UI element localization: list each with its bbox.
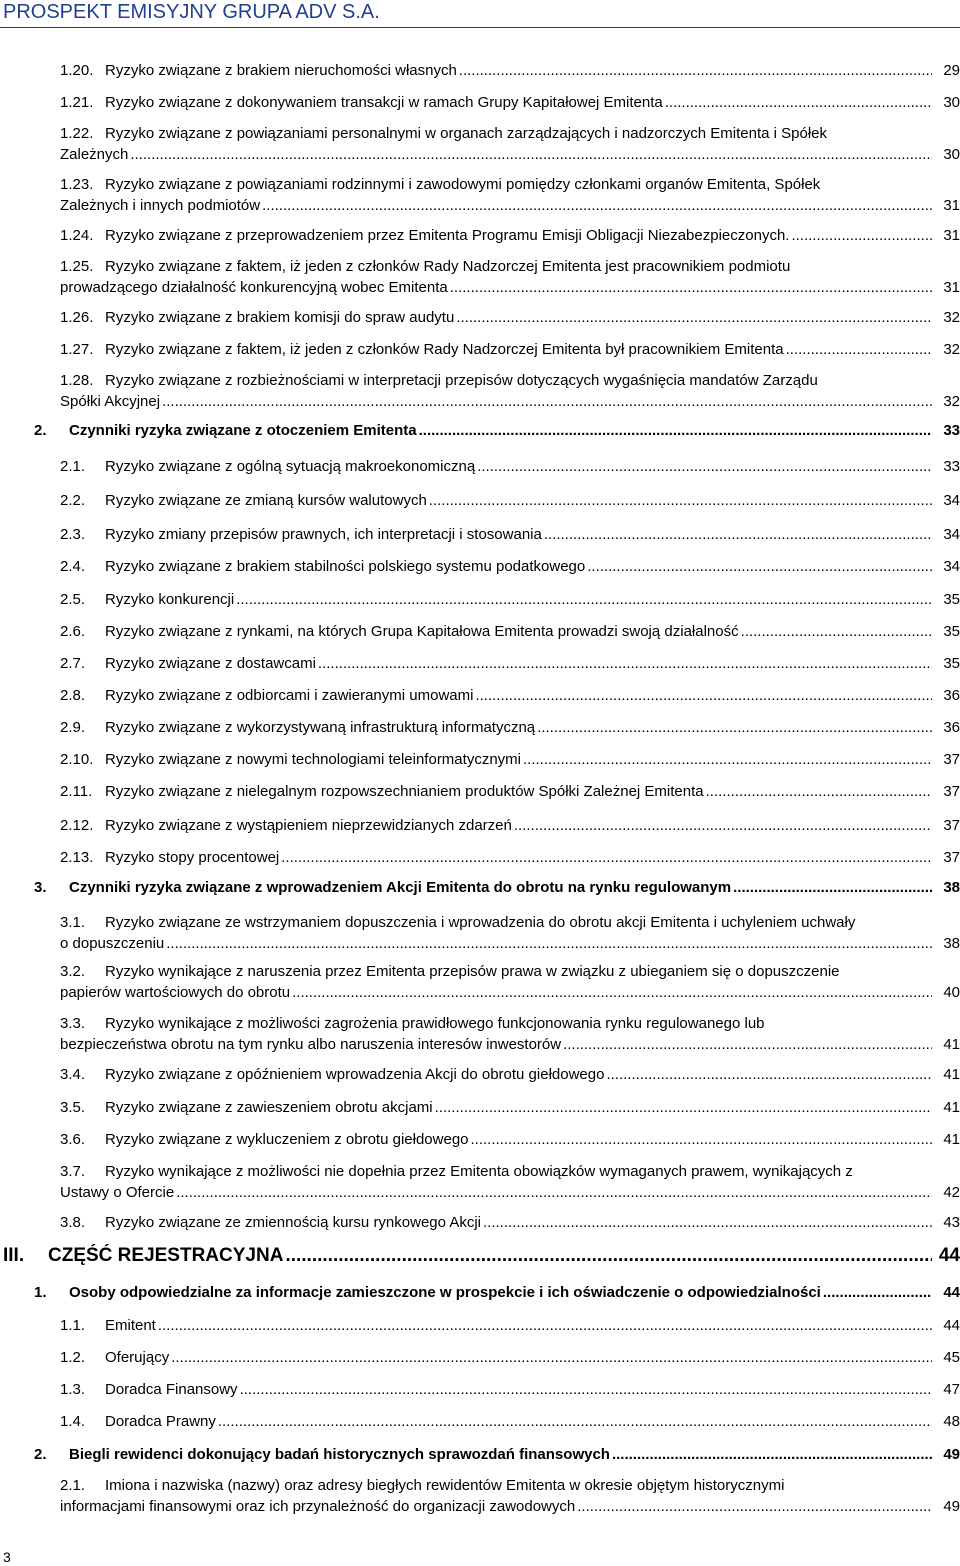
toc-entry[interactable] (0, 749, 960, 770)
toc-entry[interactable] (0, 877, 960, 898)
toc-entry-number: III. (3, 1245, 25, 1266)
toc-entry-title: Czynniki ryzyka związane z otoczeniem Emitenta (69, 422, 417, 439)
toc-entry-title: Ryzyko związane z ogólną sytuacją makroekonomiczną (105, 458, 476, 475)
toc-entry[interactable] (0, 556, 960, 577)
toc-entry-page: 49 (940, 1496, 960, 1517)
toc-entry-title: Ryzyko związane z rynkami, na których Grupa Kapitałowa Emitenta prowadzi swoją działalność (105, 623, 739, 640)
toc-entry-page: 45 (940, 1347, 960, 1368)
toc-entry-title: Zależnych (60, 146, 129, 163)
toc-entry-title: Czynniki ryzyka związane z wprowadzeniem Akcji Emitenta do obrotu na rynku regulowanym (69, 879, 732, 896)
toc-entry-title: Ryzyko zmiany przepisów prawnych, ich interpretacji i stosowania (105, 526, 542, 543)
toc-entry-page: 33 (940, 420, 960, 441)
toc-entry-title: papierów wartościowych do obrotu (60, 984, 291, 1001)
toc-entry-title: Ryzyko związane z powiązaniami rodzinnymi i zawodowymi pomiędzy członkami organów Emitenta, Spółek (105, 176, 821, 193)
toc-entry[interactable] (0, 1244, 960, 1268)
toc-entry[interactable] (0, 717, 960, 738)
toc-entry-number: 2.2. (60, 492, 86, 509)
toc-entry-number: 1. (34, 1284, 47, 1301)
toc-entry-title: Ryzyko związane z rozbieżnościami w interpretacji przepisów dotyczących wygaśnięcia mandatów Zarządu (105, 372, 818, 389)
toc-entry-number: 3. (34, 879, 47, 896)
toc-entry-page: 36 (940, 685, 960, 706)
toc-entry-title: Doradca Finansowy (105, 1381, 238, 1398)
toc-entry-page: 47 (940, 1379, 960, 1400)
toc-entry-number: 1.2. (60, 1349, 86, 1366)
toc-entry-page: 44 (940, 1282, 960, 1303)
toc-entry-page: 33 (940, 456, 960, 477)
toc-entry-page: 32 (940, 307, 960, 328)
toc-entry[interactable] (0, 92, 960, 113)
toc-entry[interactable] (0, 1379, 960, 1400)
toc-entry-title: bezpieczeństwa obrotu na tym rynku albo naruszenia interesów inwestorów (60, 1036, 562, 1053)
toc-entry[interactable] (0, 1097, 960, 1118)
toc-entry-title: Ryzyko konkurencji (105, 591, 235, 608)
toc-entry-number: 2.9. (60, 719, 86, 736)
toc-entry-title: Ryzyko związane z brakiem nieruchomości własnych (105, 62, 457, 79)
toc-entry-title: Ryzyko związane z nielegalnym rozpowszechnianiem produktów Spółki Zależnej Emitenta (105, 783, 704, 800)
toc-entry-page: 30 (940, 144, 960, 165)
toc-entry-page: 37 (940, 749, 960, 770)
toc-entry[interactable] (0, 1475, 960, 1517)
toc-entry-page: 42 (940, 1182, 960, 1203)
toc-entry-page: 32 (940, 339, 960, 360)
toc-entry-number: 3.4. (60, 1066, 86, 1083)
toc-entry-title: Osoby odpowiedzialne za informacje zamieszczone w prospekcie i ich oświadczenie o odpowiedzialności (69, 1284, 821, 1301)
toc-entry-page: 34 (940, 490, 960, 511)
toc-entry-title: Ryzyko związane z faktem, iż jeden z członków Rady Nadzorczej Emitenta był pracownikiem Emitenta (105, 341, 784, 358)
toc-entry[interactable] (0, 1315, 960, 1336)
toc-entry-title: Ryzyko związane z brakiem komisji do spraw audytu (105, 309, 455, 326)
toc-entry-title: Ryzyko związane z odbiorcami i zawieranymi umowami (105, 687, 474, 704)
toc-entry[interactable] (0, 256, 960, 298)
toc-entry[interactable] (0, 653, 960, 674)
toc-entry-page: 35 (940, 621, 960, 642)
toc-entry-title: Ryzyko związane ze zmianą kursów walutowych (105, 492, 427, 509)
toc-entry-number: 3.2. (60, 963, 86, 980)
toc-entry[interactable] (0, 781, 960, 802)
toc-entry-page: 29 (940, 60, 960, 81)
toc-entry[interactable] (0, 1444, 960, 1465)
toc-entry-page: 34 (940, 524, 960, 545)
toc-entry-title: Zależnych i innych podmiotów (60, 197, 261, 214)
toc-entry-number: 1.1. (60, 1317, 86, 1334)
toc-entry-page: 36 (940, 717, 960, 738)
toc-entry-number: 1.20. (60, 62, 94, 79)
toc-entry-number: 1.23. (60, 176, 94, 193)
toc-entry[interactable] (0, 1013, 960, 1055)
toc-entry-page: 41 (940, 1097, 960, 1118)
toc-entry[interactable] (0, 1347, 960, 1368)
toc-entry-title: Ryzyko związane z wystąpieniem nieprzewidzianych zdarzeń (105, 817, 512, 834)
toc-entry[interactable] (0, 1212, 960, 1233)
toc-entry-number: 2.13. (60, 849, 94, 866)
toc-entry-title: Oferujący (105, 1349, 170, 1366)
toc-entry-page: 44 (940, 1315, 960, 1336)
toc-entry[interactable] (0, 1282, 960, 1303)
toc-entry-page: 48 (940, 1411, 960, 1432)
toc-entry-page: 31 (940, 225, 960, 246)
toc-entry-page: 37 (940, 781, 960, 802)
toc-entry[interactable] (0, 225, 960, 246)
toc-entry-title: Ryzyko związane ze zmiennością kursu rynkowego Akcji (105, 1214, 481, 1231)
toc-entry-title: Biegli rewidenci dokonujący badań historycznych sprawozdań finansowych (69, 1446, 610, 1463)
toc-entry-page: 49 (940, 1444, 960, 1465)
toc-entry-page: 41 (940, 1034, 960, 1055)
toc-entry-title: Spółki Akcyjnej (60, 393, 161, 410)
toc-entry-title: Ryzyko wynikające z możliwości nie dopełnia przez Emitenta obowiązków wymaganych prawem, wynikających z (105, 1163, 853, 1180)
toc-entry[interactable] (0, 1064, 960, 1085)
toc-entry-number: 1.21. (60, 94, 94, 111)
toc-entry-title: o dopuszczeniu (60, 935, 165, 952)
toc-entry-page: 41 (940, 1129, 960, 1150)
toc-entry-number: 2.1. (60, 1477, 86, 1494)
toc-entry[interactable] (0, 339, 960, 360)
toc-entry-page: 38 (940, 933, 960, 954)
toc-entry[interactable] (0, 490, 960, 511)
toc-entry-title: Ryzyko związane z wykluczeniem z obrotu giełdowego (105, 1131, 469, 1148)
toc-entry-number: 1.4. (60, 1413, 86, 1430)
toc-entry-title: Ryzyko związane z powiązaniami personalnymi w organach zarządzających i nadzorczych Emitenta i Spółek (105, 125, 827, 142)
toc-entry-title: Ryzyko związane ze wstrzymaniem dopuszczenia i wprowadzenia do obrotu akcji Emitenta i uchyleniem uchwały (105, 914, 856, 931)
toc-entry-title: Ryzyko związane z dokonywaniem transakcji w ramach Grupy Kapitałowej Emitenta (105, 94, 663, 111)
toc-entry-number: 1.26. (60, 309, 94, 326)
toc-entry[interactable] (0, 912, 960, 954)
toc-entry-title: Ryzyko związane z brakiem stabilności polskiego systemu podatkowego (105, 558, 586, 575)
toc-entry-number: 2.11. (60, 783, 93, 800)
toc-entry-title: Ustawy o Ofercie (60, 1184, 175, 1201)
toc-entry-title: Ryzyko wynikające z naruszenia przez Emitenta przepisów prawa w związku z ubieganiem się o dopuszczenie (105, 963, 840, 980)
toc-entry-page: 38 (940, 877, 960, 898)
toc-entry[interactable] (0, 420, 960, 441)
toc-entry-page: 31 (940, 277, 960, 298)
toc-entry-number: 3.7. (60, 1163, 86, 1180)
toc-entry-page: 35 (940, 653, 960, 674)
toc-entry[interactable] (0, 685, 960, 706)
toc-entry-number: 2.12. (60, 817, 94, 834)
toc-entry-number: 2. (34, 422, 47, 439)
toc-entry-number: 3.6. (60, 1131, 86, 1148)
toc-entry-number: 1.22. (60, 125, 94, 142)
toc-entry-title: Ryzyko związane z nowymi technologiami teleinformatycznymi (105, 751, 521, 768)
toc-entry-page: 41 (940, 1064, 960, 1085)
page-number: 3 (3, 1549, 11, 1565)
toc-entry-title: Emitent (105, 1317, 156, 1334)
toc-entry-title: Ryzyko wynikające z możliwości zagrożenia prawidłowego funkcjonowania rynku regulowanego lub (105, 1015, 765, 1032)
toc-entry-title: Ryzyko związane z opóźnieniem wprowadzenia Akcji do obrotu giełdowego (105, 1066, 605, 1083)
toc-entry-page: 35 (940, 589, 960, 610)
toc-entry-page: 44 (936, 1244, 960, 1268)
toc-entry-number: 2.10. (60, 751, 94, 768)
toc-entry[interactable] (0, 123, 960, 165)
toc-entry[interactable] (0, 456, 960, 477)
toc-entry-number: 1.25. (60, 258, 94, 275)
toc-entry-title: Doradca Prawny (105, 1413, 216, 1430)
toc-entry-page: 30 (940, 92, 960, 113)
toc-entry-number: 2.4. (60, 558, 86, 575)
toc-entry-title: prowadzącego działalność konkurencyjną wobec Emitenta (60, 279, 448, 296)
toc-entry-number: 2.3. (60, 526, 86, 543)
toc-entry-number: 1.28. (60, 372, 94, 389)
toc-entry-number: 1.24. (60, 227, 94, 244)
toc-entry-page: 37 (940, 815, 960, 836)
toc-entry[interactable] (0, 1411, 960, 1432)
toc-entry[interactable] (0, 60, 960, 81)
toc-entry-number: 3.1. (60, 914, 86, 931)
toc-entry[interactable] (0, 524, 960, 545)
toc-entry-number: 3.5. (60, 1099, 86, 1116)
toc-entry-number: 3.3. (60, 1015, 86, 1032)
toc-entry[interactable] (0, 174, 960, 216)
toc-entry-number: 2. (34, 1446, 47, 1463)
toc-entry-title: Ryzyko związane z przeprowadzeniem przez Emitenta Programu Emisji Obligacji Niezabezpieczonych. (105, 227, 790, 244)
toc-entry-title: informacjami finansowymi oraz ich przynależność do organizacji zawodowych (60, 1498, 576, 1515)
toc-entry-title: Ryzyko związane z dostawcami (105, 655, 316, 672)
document-title: PROSPEKT EMISYJNY GRUPA ADV S.A. (3, 1, 380, 23)
toc-entry[interactable] (0, 847, 960, 868)
toc-entry[interactable] (0, 815, 960, 836)
toc-entry-title: Ryzyko związane z faktem, iż jeden z członków Rady Nadzorczej Emitenta jest pracownikiem podmiotu (105, 258, 791, 275)
toc-entry-title: Ryzyko związane z wykorzystywaną infrastrukturą informatyczną (105, 719, 536, 736)
toc-entry-number: 2.1. (60, 458, 86, 475)
toc-entry[interactable] (0, 370, 960, 412)
toc-entry-number: 2.5. (60, 591, 86, 608)
document-header (0, 0, 960, 28)
toc-entry-page: 40 (940, 982, 960, 1003)
toc-entry-number: 2.6. (60, 623, 86, 640)
toc-entry-page: 34 (940, 556, 960, 577)
toc-entry-number: 1.3. (60, 1381, 86, 1398)
toc-entry-page: 31 (940, 195, 960, 216)
toc-entry-page: 37 (940, 847, 960, 868)
toc-entry-number: 2.8. (60, 687, 86, 704)
toc-entry-number: 2.7. (60, 655, 86, 672)
toc-entry-page: 43 (940, 1212, 960, 1233)
toc-entry[interactable] (0, 1161, 960, 1203)
toc-entry-title: Ryzyko stopy procentowej (105, 849, 280, 866)
toc-entry-title: Ryzyko związane z zawieszeniem obrotu akcjami (105, 1099, 433, 1116)
toc-entry[interactable] (0, 589, 960, 610)
toc-entry[interactable] (0, 621, 960, 642)
toc-entry-title: Imiona i nazwiska (nazwy) oraz adresy biegłych rewidentów Emitenta w okresie objętym historycznymi (105, 1477, 785, 1494)
toc-entry-number: 1.27. (60, 341, 94, 358)
toc-entry[interactable] (0, 961, 960, 1003)
toc-entry[interactable] (0, 1129, 960, 1150)
toc-entry-title: CZĘŚĆ REJESTRACYJNA (48, 1245, 284, 1266)
toc-entry-number: 3.8. (60, 1214, 86, 1231)
toc-entry-page: 32 (940, 391, 960, 412)
toc-entry[interactable] (0, 307, 960, 328)
